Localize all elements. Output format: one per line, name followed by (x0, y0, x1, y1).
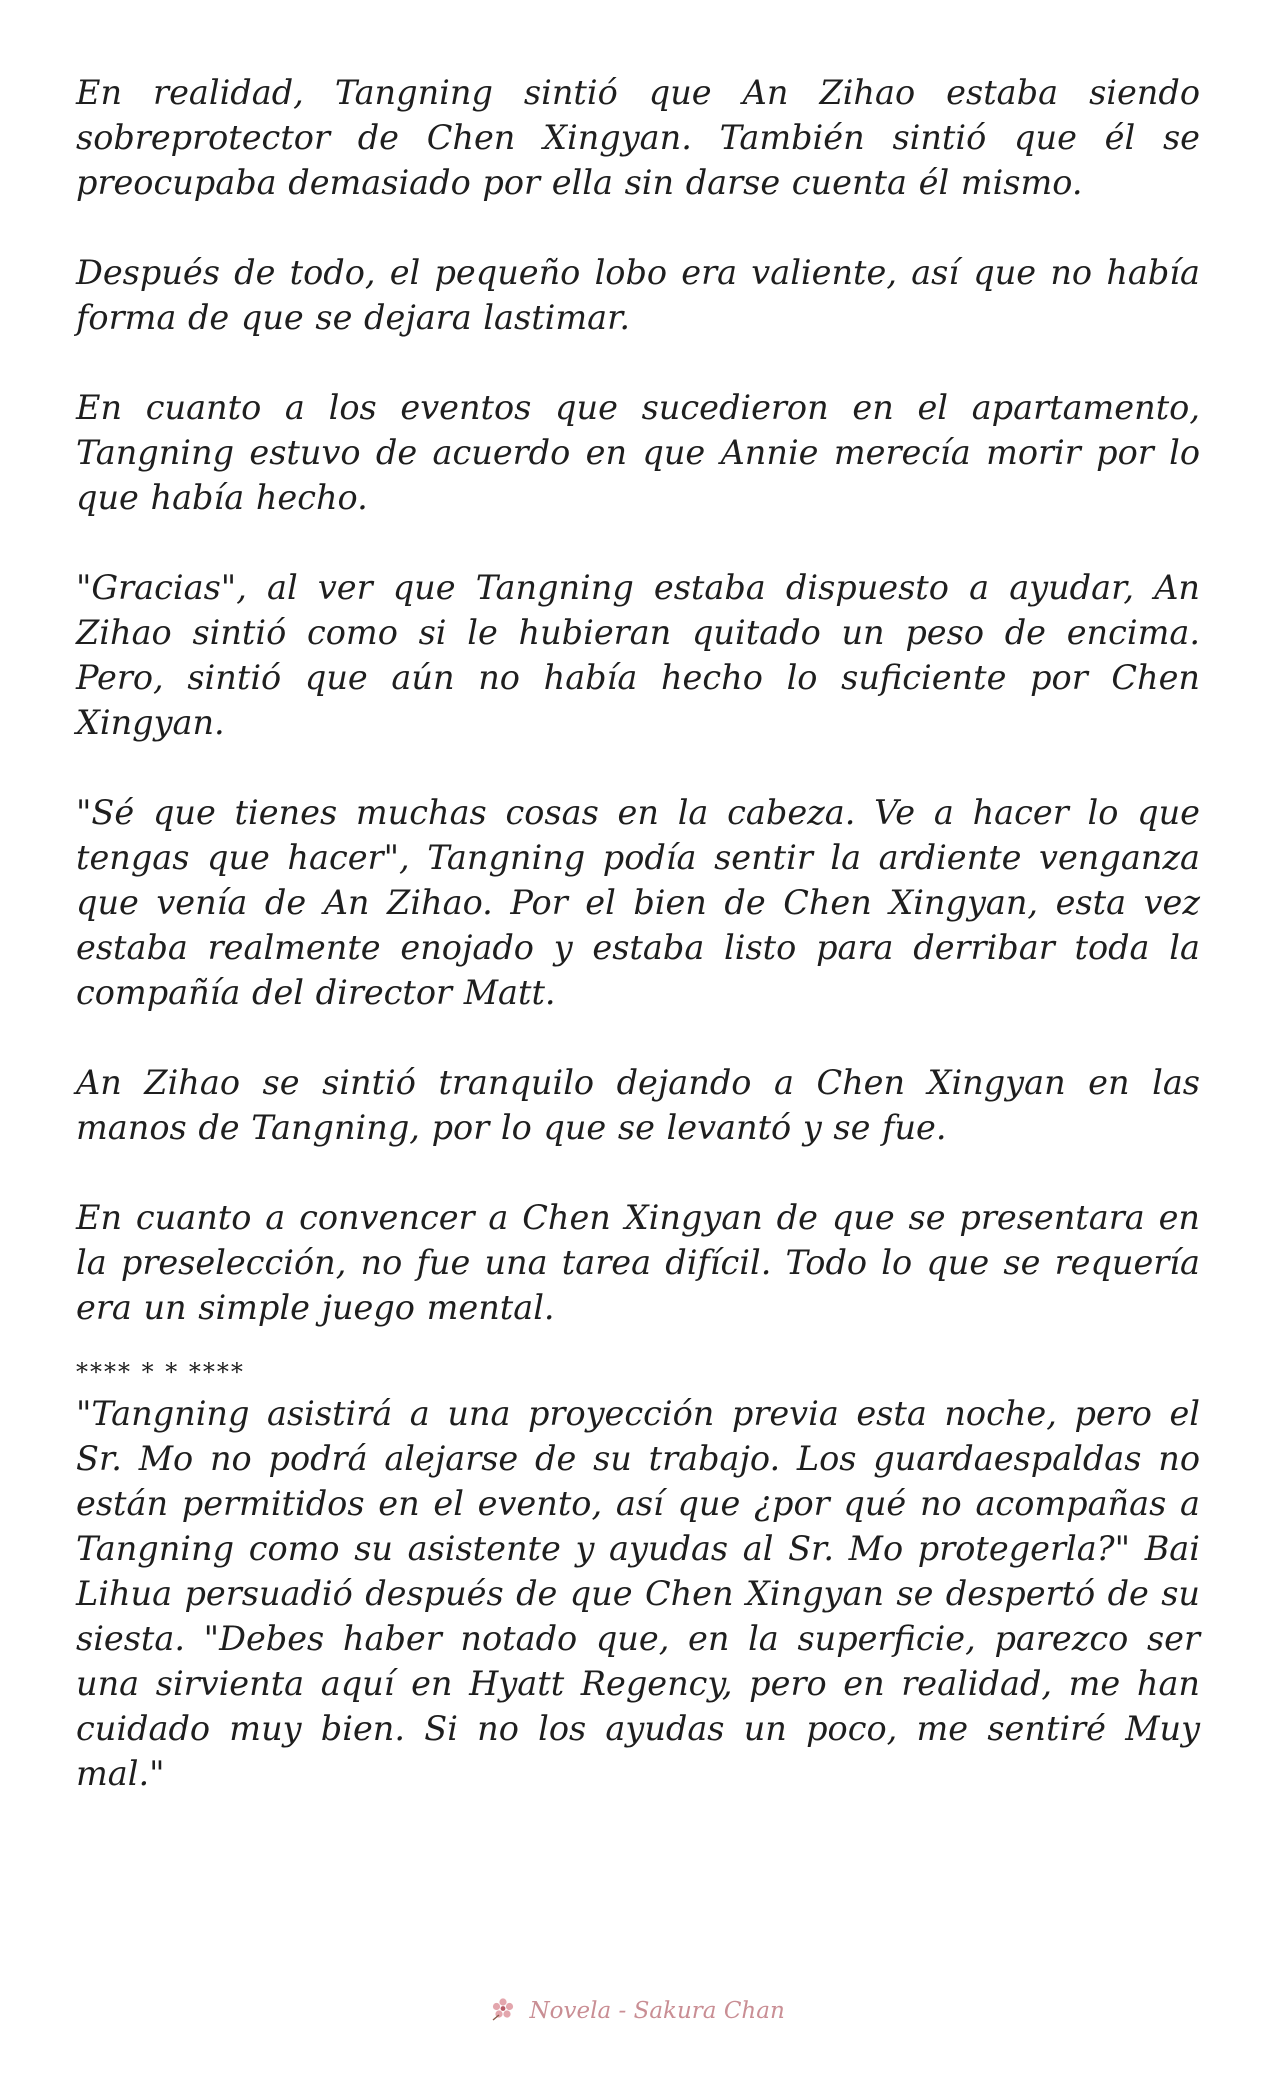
scene-separator: **** * * **** (76, 1358, 245, 1386)
paragraph-final: "Tangning asistirá a una proyección previa esta noche, pero el Sr. Mo no podrá alejarse de su trabajo. Los guardaespaldas no están permitidos en el evento, así que ¿por qué no acompañas a Tangning como su asistente y ayudas al Sr. Mo protegerla?" Bai Lihua persuadió después de que Chen Xingyan se despertó de su siesta. "Debes haber notado que, en la superficie, parezco ser una sirvienta aquí en Hyatt Regency, pero en realidad, me han cuidado muy bien. Si no los ayudas un poco, me sentiré Muy mal." (76, 1394, 1200, 1793)
paragraph-4: "Gracias", al ver que Tangning estaba dispuesto a ayudar, An Zihao sintió como si le hubieran quitado un peso de encima. Pero, sintió que aún no había hecho lo suficiente por Chen Xingyan. (76, 568, 1200, 742)
paragraph-5: "Sé que tienes muchas cosas en la cabeza. Ve a hacer lo que tengas que hacer", Tangning podía sentir la ardiente venganza que venía de An Zihao. Por el bien de Chen Xingyan, esta vez estaba realmente enojado y estaba listo para derribar toda la compañía del director Matt. (76, 793, 1200, 1012)
sakura-flower-icon (490, 1996, 516, 2022)
paragraph-1: En realidad, Tangning sintió que An Zihao estaba siendo sobreprotector de Chen Xingyan. También sintió que él se preocupaba demasiado por ella sin darse cuenta él mismo. (76, 73, 1200, 202)
paragraph-2: Después de todo, el pequeño lobo era valiente, así que no había forma de que se dejara lastimar. (76, 253, 1200, 337)
watermark-text: Novela - Sakura Chan (529, 1998, 785, 2024)
watermark (0, 1996, 1275, 2024)
document-body (76, 70, 1200, 1841)
paragraph-6: An Zihao se sintió tranquilo dejando a Chen Xingyan en las manos de Tangning, por lo que se levantó y se fue. (76, 1063, 1200, 1147)
paragraph-3: En cuanto a los eventos que sucedieron en el apartamento, Tangning estuvo de acuerdo en que Annie merecía morir por lo que había hecho. (76, 388, 1200, 517)
paragraph-7: En cuanto a convencer a Chen Xingyan de que se presentara en la preselección, no fue una tarea difícil. Todo lo que se requería era un simple juego mental. (76, 1198, 1200, 1327)
